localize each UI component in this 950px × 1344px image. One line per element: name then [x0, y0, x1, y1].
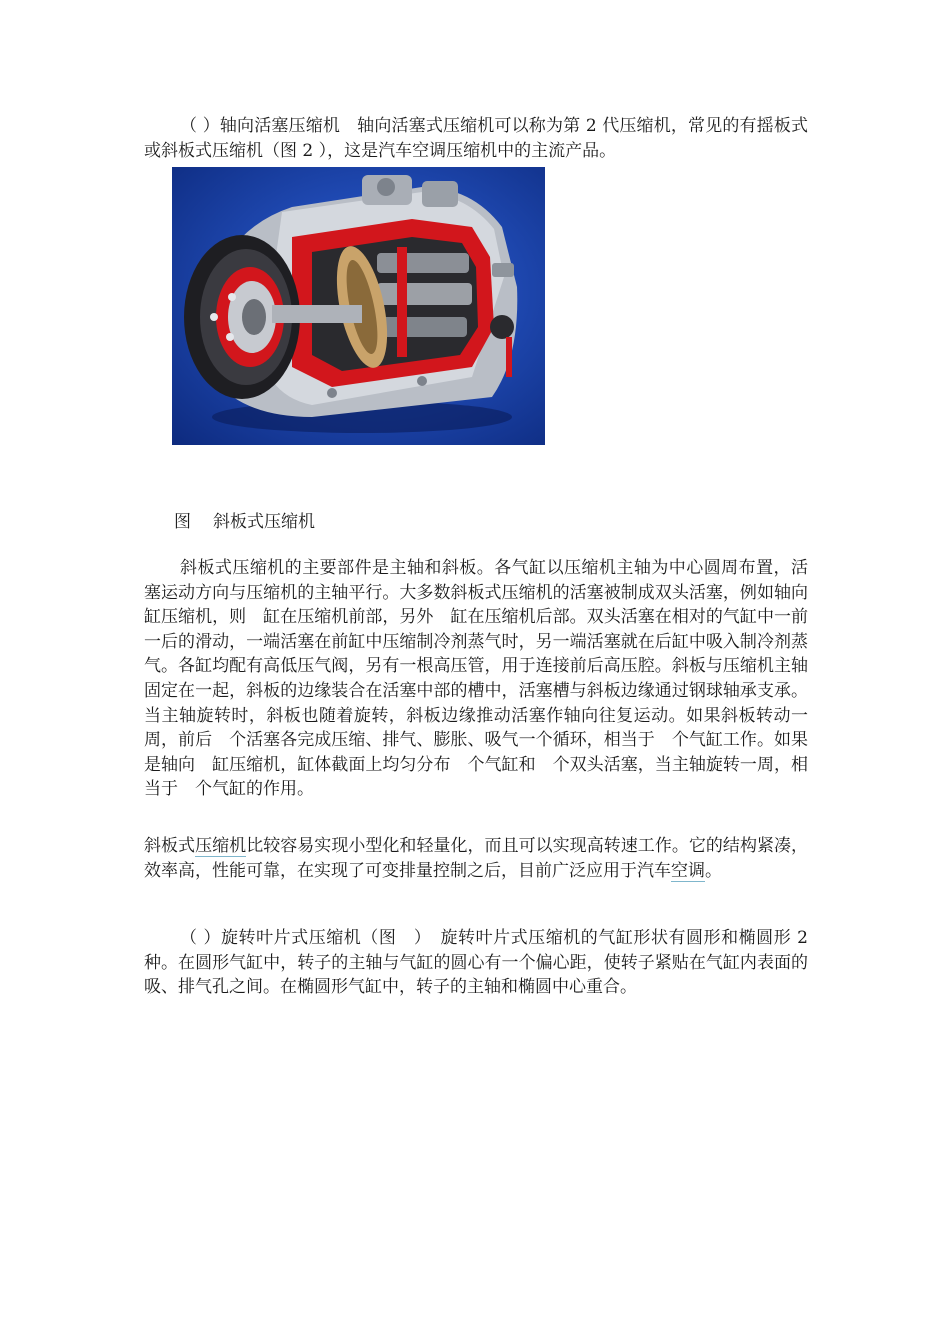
compressor-illustration [172, 167, 545, 445]
paragraph3-text-middle: 比较容易实现小型化和轻量化，而且可以实现高转速工作。它的结构紧凑，效率高，性能可靠，在实现了可变排量控制之后，目前广泛应用于汽车 [144, 836, 809, 881]
paragraph-axial-piston-intro: （ ）轴向活塞压缩机 轴向活塞式压缩机可以称为第 2 代压缩机，常见的有摇板式或斜板式压缩机（图 2 ），这是汽车空调压缩机中的主流产品。 [144, 116, 808, 161]
figure-caption-text: 斜板式压缩机 [213, 512, 315, 532]
figure-caption-prefix: 图 [174, 512, 191, 532]
paragraph3-text-before: 斜板式 [144, 836, 196, 856]
paragraph3-text-after: 。 [705, 860, 722, 881]
paragraph-rotary-vane-intro: （ ）旋转叶片式压缩机（图 ） 旋转叶片式压缩机的气缸形状有圆形和椭圆形 2 种。在圆形气缸中，转子的主轴与气缸的圆心有一个偏心距，使转子紧贴在气缸内表面的吸、排气孔之间。在椭圆形气缸中，转子的主轴和椭圆中心重合。 [144, 928, 808, 998]
air-conditioning-link[interactable]: 空调 [671, 860, 705, 881]
paragraph-swash-plate-advantages [144, 834, 808, 883]
compressor-cutaway-image [172, 167, 545, 445]
paragraph-swash-plate-description: 斜板式压缩机的主要部件是主轴和斜板。各气缸以压缩机主轴为中心圆周布置，活塞运动方向与压缩机的主轴平行。大多数斜板式压缩机的活塞被制成双头活塞，例如轴向 缸压缩机，则 缸在压缩机前部，另外 缸在压缩机后部。双头活塞在相对的气缸中一前一后的滑动，一端活塞在前缸中压缩制冷剂蒸气时，另一端活塞就在后缸中吸入制冷剂蒸气。各缸均配有高低压气阀，另有一根高压管，用于连接前后高压腔。斜板与压缩机主轴固定在一起，斜板的边缘装合在活塞中部的槽中，活塞槽与斜板边缘通过钢球轴承支承。当主轴旋转时，斜板也随着旋转，斜板边缘推动活塞作轴向往复运动。如果斜板转动一周，前后 个活塞各完成压缩、排气、膨胀、吸气一个循环，相当于 个气缸工作。如果是轴向 缸压缩机，缸体截面上均匀分布 个气缸和 个双头活塞，当主轴旋转一周，相当于 个气缸的作用。 [144, 558, 825, 800]
compressor-link[interactable]: 压缩机 [195, 836, 247, 856]
figure-caption [174, 510, 315, 534]
